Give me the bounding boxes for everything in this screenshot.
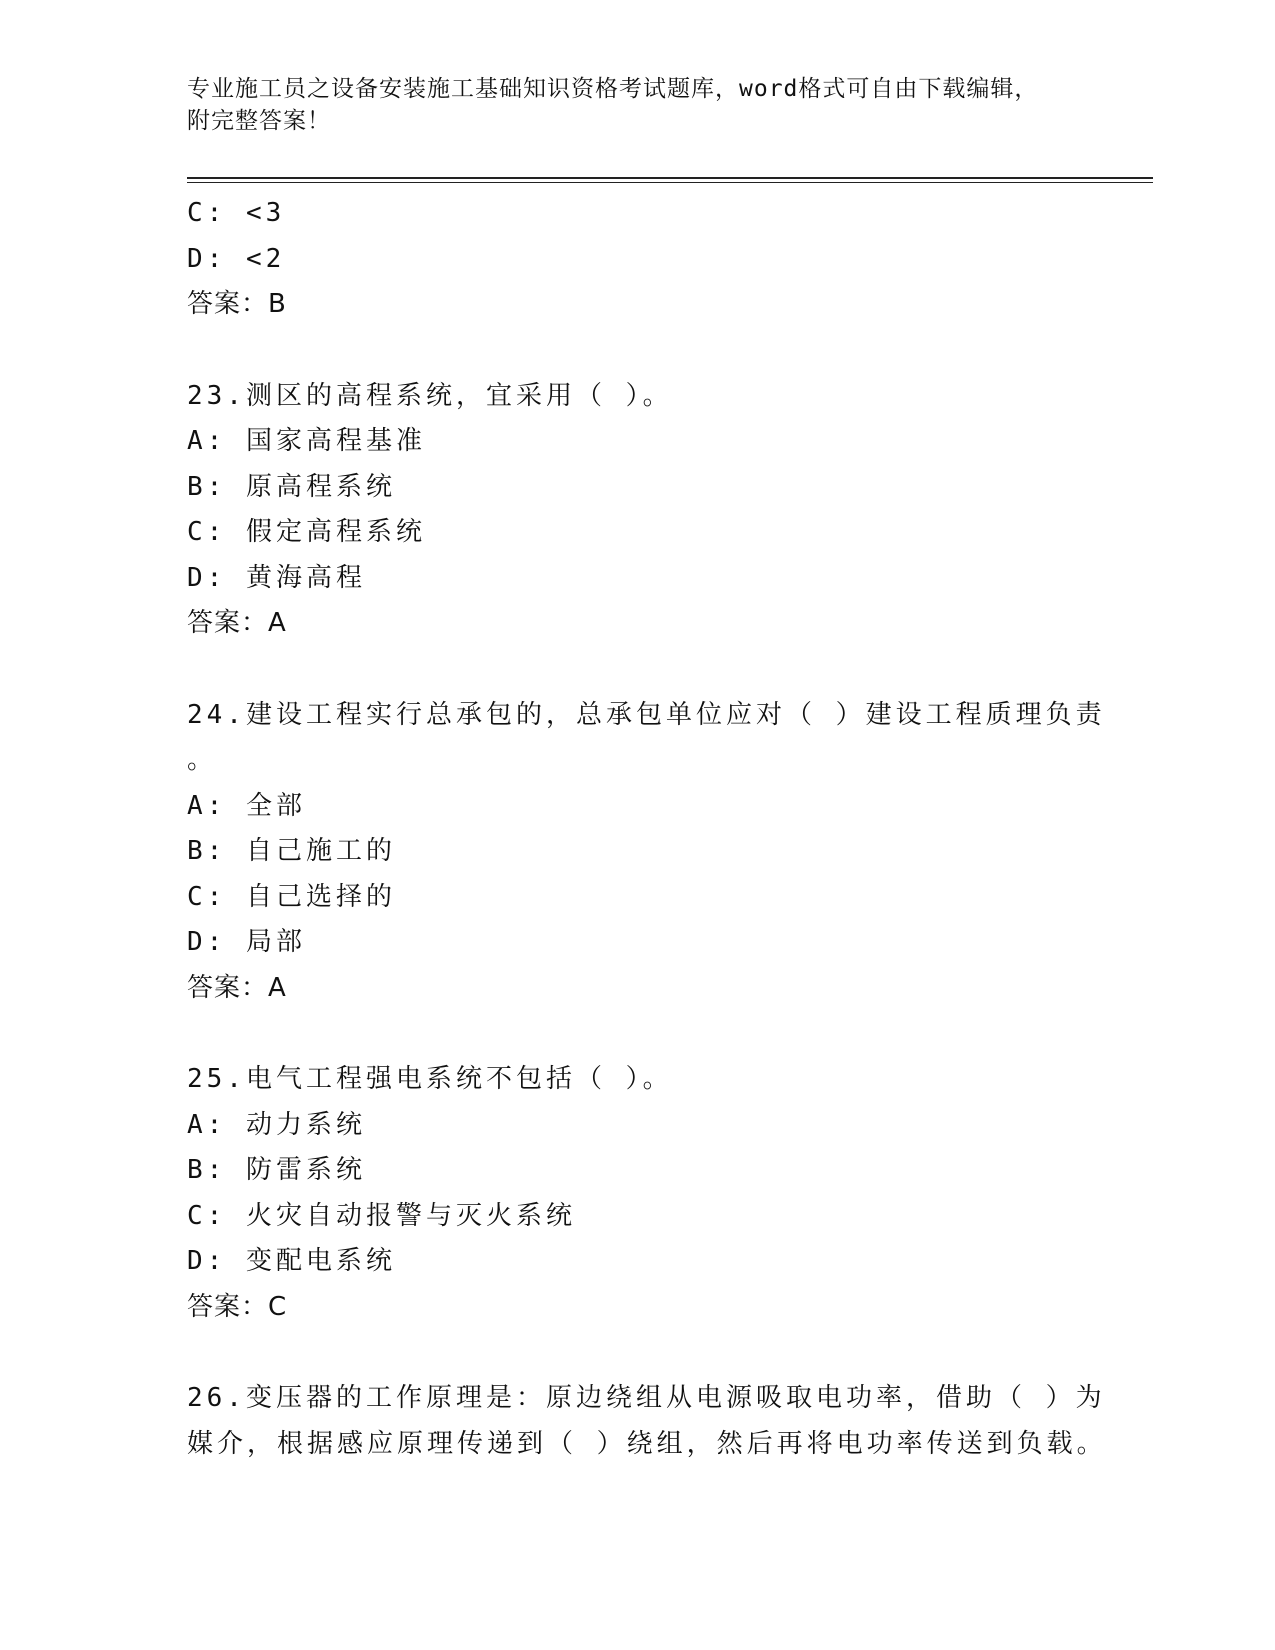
question-26	[187, 1376, 1107, 1467]
header-divider-thick	[187, 177, 1153, 179]
question-stem: 25.电气工程强电系统不包括（ ）。	[187, 1064, 673, 1094]
option-c: C: 自己选择的	[187, 881, 396, 912]
continued-question	[187, 191, 1067, 328]
question-stem-line-1: 24.建设工程实行总承包的，总承包单位应对（ ）建设工程质理负责	[187, 699, 1106, 730]
question-stem: 23.测区的高程系统，宜采用（ ）。	[187, 380, 673, 411]
question-25	[187, 1057, 1067, 1330]
option-d: D: 黄海高程	[187, 562, 366, 593]
option-a: A: 动力系统	[187, 1109, 366, 1140]
option-b: B: 防雷系统	[187, 1155, 366, 1185]
header-divider-thin	[187, 182, 1153, 183]
option-b: B: 自己施工的	[187, 836, 396, 866]
option-a: A: 全部	[187, 790, 306, 821]
option-d: D: 变配电系统	[187, 1246, 396, 1276]
answer: 答案：B	[187, 289, 287, 319]
question-stem-line-1: 26.变压器的工作原理是：原边绕组从电源吸取电功率，借助（ ）为	[187, 1383, 1106, 1413]
document-header	[187, 73, 1067, 137]
header-line-1: 专业施工员之设备安装施工基础知识资格考试题库，word格式可自由下载编辑，	[187, 76, 1039, 102]
question-23	[187, 374, 1067, 647]
option-b: B: 原高程系统	[187, 471, 396, 502]
question-stem-line-2: 媒介，根据感应原理传递到（ ）绕组，然后再将电功率传送到负载。	[187, 1428, 1107, 1459]
question-24	[187, 693, 1106, 1012]
option-c: C: 火灾自动报警与灭火系统	[187, 1200, 576, 1231]
option-c: C: <3	[187, 198, 286, 228]
document-body	[187, 191, 1107, 1467]
option-c: C: 假定高程系统	[187, 517, 426, 547]
answer: 答案：A	[187, 608, 287, 638]
answer: 答案：C	[187, 1291, 288, 1322]
option-d: D: <2	[187, 243, 286, 274]
answer: 答案：A	[187, 972, 287, 1003]
header-line-2: 附完整答案！	[187, 108, 331, 134]
question-stem-line-2: 。	[187, 745, 218, 775]
option-a: A: 国家高程基准	[187, 426, 426, 456]
option-d: D: 局部	[187, 927, 306, 957]
